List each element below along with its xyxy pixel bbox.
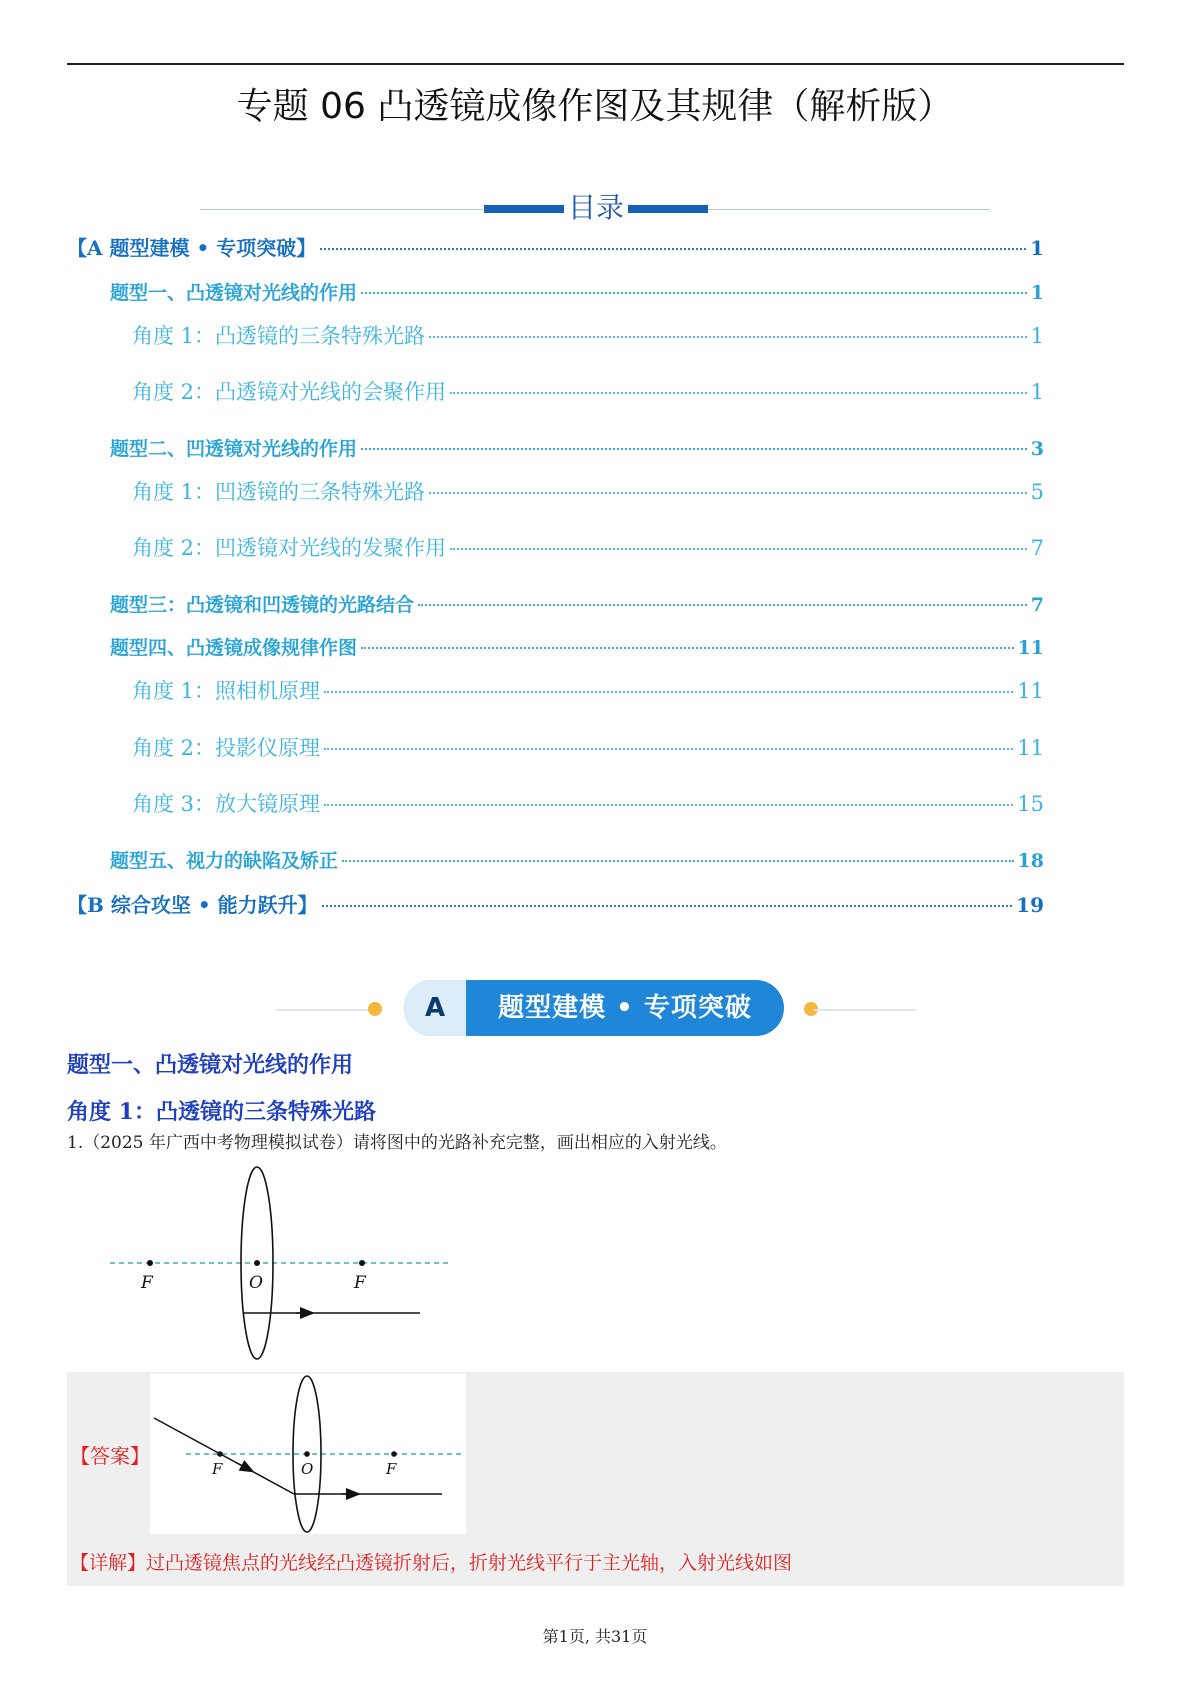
toc-leader bbox=[322, 905, 1013, 907]
toc-leader bbox=[361, 448, 1027, 450]
focus-label-left: F bbox=[212, 1460, 223, 1478]
toc-header-bar-left bbox=[484, 205, 564, 213]
toc-entry-page: 7 bbox=[1030, 594, 1044, 616]
toc-entry-page: 5 bbox=[1030, 480, 1044, 504]
toc-entry-type-1-angle-1[interactable] bbox=[132, 320, 1044, 350]
toc-entry-type-3[interactable] bbox=[110, 590, 1044, 617]
toc-entry-section-b[interactable] bbox=[67, 889, 1044, 918]
page-footer: 第1页, 共31页 bbox=[542, 1627, 648, 1646]
toc-entry-label: 题型四、凸透镜成像规律作图 bbox=[110, 637, 358, 659]
toc-entry-page: 11 bbox=[1017, 679, 1044, 703]
toc-leader bbox=[418, 604, 1027, 606]
toc-entry-label: 角度 1：凸透镜的三条特殊光路 bbox=[132, 324, 426, 348]
banner-letter: A bbox=[404, 980, 466, 1036]
focus-point-right bbox=[359, 1260, 365, 1266]
toc-entry-type-2[interactable] bbox=[110, 434, 1044, 461]
toc-header-line-right bbox=[708, 209, 990, 210]
toc-entry-section-a[interactable] bbox=[67, 232, 1044, 261]
toc-entry-page: 1 bbox=[1030, 236, 1044, 260]
toc-entry-page: 1 bbox=[1030, 324, 1044, 348]
toc-leader bbox=[342, 860, 1014, 862]
toc-leader bbox=[361, 292, 1027, 294]
answer-label: 【答案】 bbox=[70, 1444, 150, 1468]
toc-entry-type-4-angle-1[interactable] bbox=[132, 675, 1044, 705]
question-text: 1.（2025 年广西中考物理模拟试卷）请将图中的光路补充完整，画出相应的入射光线。 bbox=[67, 1133, 727, 1153]
toc-entry-page: 3 bbox=[1030, 438, 1044, 460]
toc-entry-label: 【A 题型建模 • 专项突破】 bbox=[67, 236, 317, 260]
answer-lens-diagram bbox=[150, 1374, 466, 1534]
toc-entry-page: 1 bbox=[1030, 282, 1044, 304]
section-a-banner bbox=[276, 980, 916, 1038]
toc-entry-label: 题型一、凸透镜对光线的作用 bbox=[110, 282, 358, 304]
center-label: O bbox=[301, 1460, 314, 1478]
toc-entry-type-2-angle-2[interactable] bbox=[132, 532, 1044, 562]
focus-point-right bbox=[391, 1451, 397, 1457]
toc-leader bbox=[324, 691, 1013, 693]
toc-entry-type-4-angle-2[interactable] bbox=[132, 732, 1044, 762]
optical-center-point bbox=[304, 1451, 310, 1457]
toc-entry-label: 角度 1：凹透镜的三条特殊光路 bbox=[132, 480, 426, 504]
toc-entry-type-1-angle-2[interactable] bbox=[132, 376, 1044, 406]
toc-leader bbox=[361, 647, 1014, 649]
toc-entry-label: 角度 2：凹透镜对光线的发聚作用 bbox=[132, 536, 447, 560]
toc-entry-page: 15 bbox=[1017, 792, 1044, 816]
optical-center-point bbox=[254, 1260, 260, 1266]
toc-entry-type-2-angle-1[interactable] bbox=[132, 476, 1044, 506]
toc-entry-page: 11 bbox=[1017, 736, 1044, 760]
toc-leader bbox=[450, 392, 1027, 394]
question-lens-diagram bbox=[100, 1165, 460, 1365]
toc-header bbox=[0, 186, 1190, 226]
document-title: 专题 06 凸透镜成像作图及其规律（解析版） bbox=[236, 86, 954, 127]
toc-entry-label: 角度 2：投影仪原理 bbox=[132, 736, 321, 760]
focus-point-left bbox=[147, 1260, 153, 1266]
toc-entry-type-5[interactable] bbox=[110, 846, 1044, 873]
toc-header-line-left bbox=[200, 209, 483, 210]
center-label: O bbox=[249, 1273, 263, 1293]
toc-leader bbox=[320, 248, 1026, 250]
toc-entry-label: 题型二、凹透镜对光线的作用 bbox=[110, 438, 358, 460]
angle-heading: 角度 1：凸透镜的三条特殊光路 bbox=[67, 1099, 376, 1125]
toc-entry-label: 角度 3：放大镜原理 bbox=[132, 792, 321, 816]
type-heading: 题型一、凸透镜对光线的作用 bbox=[67, 1052, 354, 1078]
toc-entry-label: 题型五、视力的缺陷及矫正 bbox=[110, 850, 339, 872]
toc-entry-page: 19 bbox=[1016, 893, 1044, 917]
answer-detail: 【详解】过凸透镜焦点的光线经凸透镜折射后，折射光线平行于主光轴，入射光线如图 bbox=[70, 1552, 793, 1574]
toc-leader bbox=[429, 336, 1027, 338]
toc-leader bbox=[429, 492, 1027, 494]
banner-wing-right bbox=[814, 1009, 916, 1011]
toc-entry-label: 角度 2：凸透镜对光线的会聚作用 bbox=[132, 380, 447, 404]
toc-entry-type-4-angle-3[interactable] bbox=[132, 788, 1044, 818]
toc-entry-page: 1 bbox=[1030, 380, 1044, 404]
toc-leader bbox=[450, 548, 1027, 550]
toc-entry-page: 11 bbox=[1017, 637, 1044, 659]
toc-entry-label: 【B 综合攻坚 • 能力跃升】 bbox=[67, 893, 318, 917]
header-rule bbox=[67, 63, 1124, 65]
toc-title: 目录 bbox=[567, 191, 624, 224]
focus-label-left: F bbox=[141, 1273, 153, 1293]
focus-label-right: F bbox=[386, 1460, 397, 1478]
toc-entry-type-4[interactable] bbox=[110, 633, 1044, 660]
toc-entry-page: 7 bbox=[1030, 536, 1044, 560]
toc-entry-page: 18 bbox=[1017, 850, 1044, 872]
toc-header-bar-right bbox=[628, 205, 708, 213]
banner-title: 题型建模 • 专项突破 bbox=[498, 993, 752, 1023]
banner-wing-left bbox=[276, 1009, 371, 1011]
toc-entry-label: 题型三：凸透镜和凹透镜的光路结合 bbox=[110, 594, 415, 616]
toc-leader bbox=[324, 748, 1013, 750]
banner-pill bbox=[404, 980, 784, 1036]
toc-leader bbox=[324, 804, 1013, 806]
toc-entry-label: 角度 1：照相机原理 bbox=[132, 679, 321, 703]
toc-entry-type-1[interactable] bbox=[110, 278, 1044, 305]
banner-dot-left bbox=[368, 1002, 382, 1016]
focus-label-right: F bbox=[354, 1273, 366, 1293]
